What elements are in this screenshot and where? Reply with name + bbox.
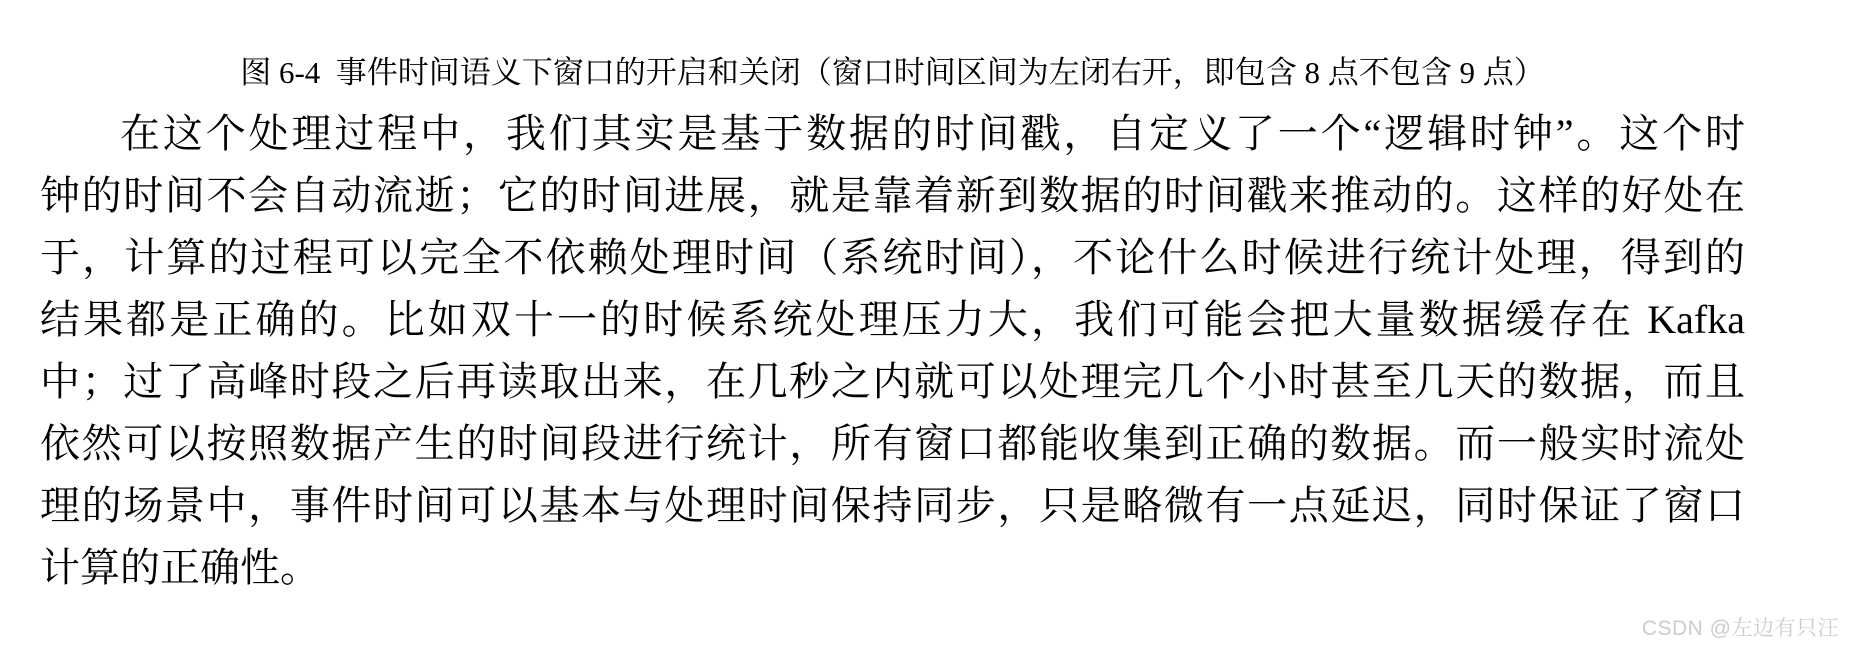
paragraph-line: 在这个处理过程中，我们其实是基于数据的时间戳，自定义了一个“逻辑时钟”。这个时 bbox=[120, 111, 1745, 156]
paragraph-line: 结果都是正确的。比如双十一的时候系统处理压力大，我们可能会把大量数据缓存在 Kafka bbox=[40, 297, 1745, 342]
figure-caption: 图 6-4 事件时间语义下窗口的开启和关闭（窗口时间区间为左闭右开，即包含 8 点不包含 9 点） bbox=[240, 55, 1545, 90]
paragraph-line: 依然可以按照数据产生的时间段进行统计，所有窗口都能收集到正确的数据。而一般实时流处 bbox=[40, 421, 1745, 466]
watermark: CSDN @左边有只汪 bbox=[1641, 617, 1839, 640]
paragraph-line: 钟的时间不会自动流逝；它的时间进展，就是靠着新到数据的时间戳来推动的。这样的好处在 bbox=[40, 173, 1745, 218]
body-paragraph bbox=[40, 103, 1745, 599]
paragraph-line: 计算的正确性。 bbox=[40, 545, 320, 590]
paragraph-line: 中；过了高峰时段之后再读取出来，在几秒之内就可以处理完几个小时甚至几天的数据，而且 bbox=[40, 359, 1745, 404]
paragraph-line: 理的场景中，事件时间可以基本与处理时间保持同步，只是略微有一点延迟，同时保证了窗口 bbox=[40, 483, 1745, 528]
paragraph-line: 于，计算的过程可以完全不依赖处理时间（系统时间），不论什么时候进行统计处理，得到的 bbox=[40, 235, 1745, 280]
